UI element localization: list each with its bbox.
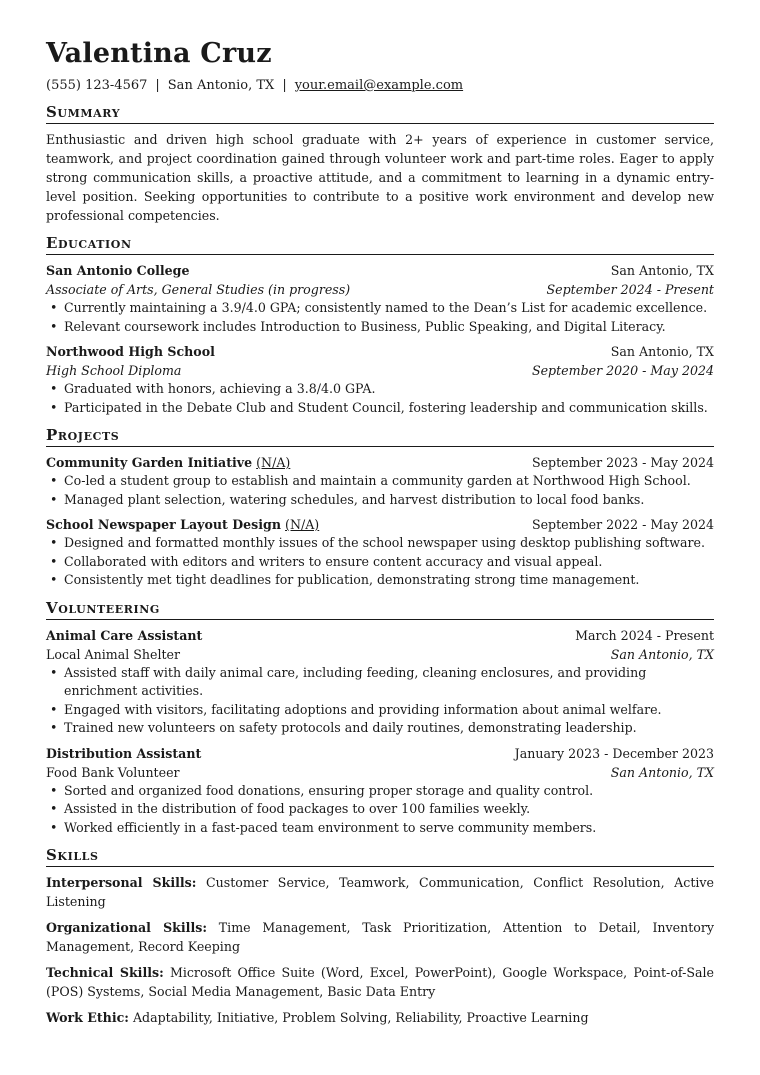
school-location: San Antonio, TX — [610, 344, 714, 359]
skill-line — [46, 873, 714, 911]
date-range: March 2024 - Present — [575, 627, 714, 643]
degree: Associate of Arts, General Studies (in progress) — [46, 282, 351, 297]
phone-number: (555) 123-4567 — [46, 78, 148, 93]
section-title-education: Education — [46, 235, 714, 255]
school-name: San Antonio College — [46, 263, 190, 278]
skill-label: Organizational Skills: — [46, 920, 207, 935]
bullet-item: • Worked efficiently in a fast-paced team environment to serve community members. — [46, 819, 714, 838]
project-entry — [46, 515, 714, 590]
bullet-item: • Assisted staff with daily animal care, including feeding, cleaning enclosures, and providing enrichment activities. — [46, 664, 714, 701]
summary-text: Enthusiastic and driven high school graduate with 2+ years of experience in customer service, teamwork, and project coordination gained through volunteer work and part-time roles. Eager to apply strong communication skills, a proactive attitude, and a commitment to learning in a dynamic entry-level position. Seeking opportunities to contribute to a positive work environment and develop new professional competencies. — [46, 132, 714, 223]
contact-separator: | — [282, 78, 287, 93]
bullet-item: • Participated in the Debate Club and Student Council, fostering leadership and communication skills. — [46, 399, 714, 418]
bullet-item: • Sorted and organized food donations, ensuring proper storage and quality control. — [46, 782, 714, 801]
school-name: Northwood High School — [46, 344, 215, 359]
bullet-item: • Engaged with visitors, facilitating adoptions and providing information about animal welfare. — [46, 701, 714, 720]
skills-section — [46, 847, 714, 1027]
education-entry — [46, 342, 714, 417]
role-title: Distribution Assistant — [46, 745, 202, 761]
organization: Food Bank Volunteer — [46, 764, 180, 780]
bullet-list — [46, 380, 714, 417]
degree: High School Diploma — [46, 363, 182, 378]
volunteering-section — [46, 600, 714, 838]
entry-subheader-row — [46, 280, 714, 299]
section-title-projects: Projects — [46, 427, 714, 447]
entry-header-row — [46, 453, 714, 472]
contact-line — [46, 78, 714, 94]
project-link[interactable]: (N/A) — [256, 455, 291, 470]
skill-value: Adaptability, Initiative, Problem Solving, Reliability, Proactive Learning — [132, 1010, 589, 1025]
date-range: September 2024 - Present — [546, 282, 714, 297]
projects-section — [46, 427, 714, 590]
skill-value: Time Management, Task Prioritization, Attention to Detail, Inventory Management, Record Keeping — [46, 920, 714, 954]
candidate-name: Valentina Cruz — [46, 38, 272, 69]
bullet-list — [46, 472, 714, 509]
date-range: September 2020 - May 2024 — [531, 363, 714, 378]
skill-label: Work Ethic: — [46, 1010, 129, 1025]
role-title: Animal Care Assistant — [46, 627, 203, 643]
school-location: San Antonio, TX — [610, 263, 714, 278]
bullet-list — [46, 664, 714, 738]
bullet-list — [46, 534, 714, 590]
location: San Antonio, TX — [167, 78, 275, 93]
bullet-item: • Graduated with honors, achieving a 3.8/4.0 GPA. — [46, 380, 714, 399]
bullet-item: • Co-led a student group to establish and maintain a community garden at Northwood High School. — [46, 472, 714, 491]
bullet-item: • Assisted in the distribution of food packages to over 100 families weekly. — [46, 800, 714, 819]
entry-header-row — [46, 744, 714, 763]
skill-value: Microsoft Office Suite (Word, Excel, PowerPoint), Google Workspace, Point-of-Sale (POS) Systems, Social Media Management, Basic Data Entry — [46, 965, 714, 999]
skill-label: Technical Skills: — [46, 965, 164, 980]
skill-value: Customer Service, Teamwork, Communication, Conflict Resolution, Active Listening — [46, 875, 714, 909]
section-title-volunteering: Volunteering — [46, 600, 714, 620]
project-entry — [46, 453, 714, 509]
date-range: September 2022 - May 2024 — [531, 517, 714, 532]
bullet-item: • Designed and formatted monthly issues of the school newspaper using desktop publishing software. — [46, 534, 714, 553]
entry-header-row — [46, 261, 714, 280]
volunteer-entry — [46, 626, 714, 738]
section-title-skills: Skills — [46, 847, 714, 867]
summary-section — [46, 104, 714, 225]
skill-label: Interpersonal Skills: — [46, 875, 197, 890]
volunteer-entry — [46, 744, 714, 838]
date-range: September 2023 - May 2024 — [531, 455, 714, 470]
bullet-list — [46, 782, 714, 838]
bullet-item: • Consistently met tight deadlines for publication, demonstrating strong time management. — [46, 571, 714, 590]
skill-line — [46, 918, 714, 956]
entry-subheader-row — [46, 361, 714, 380]
section-title-summary: Summary — [46, 104, 714, 124]
project-name: Community Garden Initiative — [46, 455, 253, 470]
bullet-item: • Managed plant selection, watering schedules, and harvest distribution to local food banks. — [46, 491, 714, 510]
entry-header-row — [46, 515, 714, 534]
entry-header-row — [46, 626, 714, 645]
organization: Local Animal Shelter — [46, 646, 181, 662]
entry-header-row — [46, 342, 714, 361]
org-location: San Antonio, TX — [610, 764, 714, 780]
bullet-item: • Relevant coursework includes Introduction to Business, Public Speaking, and Digital Literacy. — [46, 318, 714, 337]
contact-separator: | — [155, 78, 160, 93]
org-location: San Antonio, TX — [610, 646, 714, 662]
entry-subheader-row — [46, 763, 714, 782]
skill-line — [46, 1008, 714, 1027]
project-name: School Newspaper Layout Design — [46, 517, 282, 532]
entry-subheader-row — [46, 645, 714, 664]
education-entry — [46, 261, 714, 336]
bullet-list — [46, 299, 714, 336]
date-range: January 2023 - December 2023 — [514, 745, 714, 761]
education-section — [46, 235, 714, 417]
email-link[interactable]: your.email@example.com — [294, 78, 464, 93]
bullet-item: • Collaborated with editors and writers to ensure content accuracy and visual appeal. — [46, 553, 714, 572]
skill-line — [46, 963, 714, 1001]
project-link[interactable]: (N/A) — [285, 517, 320, 532]
bullet-item: • Trained new volunteers on safety protocols and daily routines, demonstrating leadership. — [46, 719, 714, 738]
bullet-item: • Currently maintaining a 3.9/4.0 GPA; consistently named to the Dean’s List for academic excellence. — [46, 299, 714, 318]
